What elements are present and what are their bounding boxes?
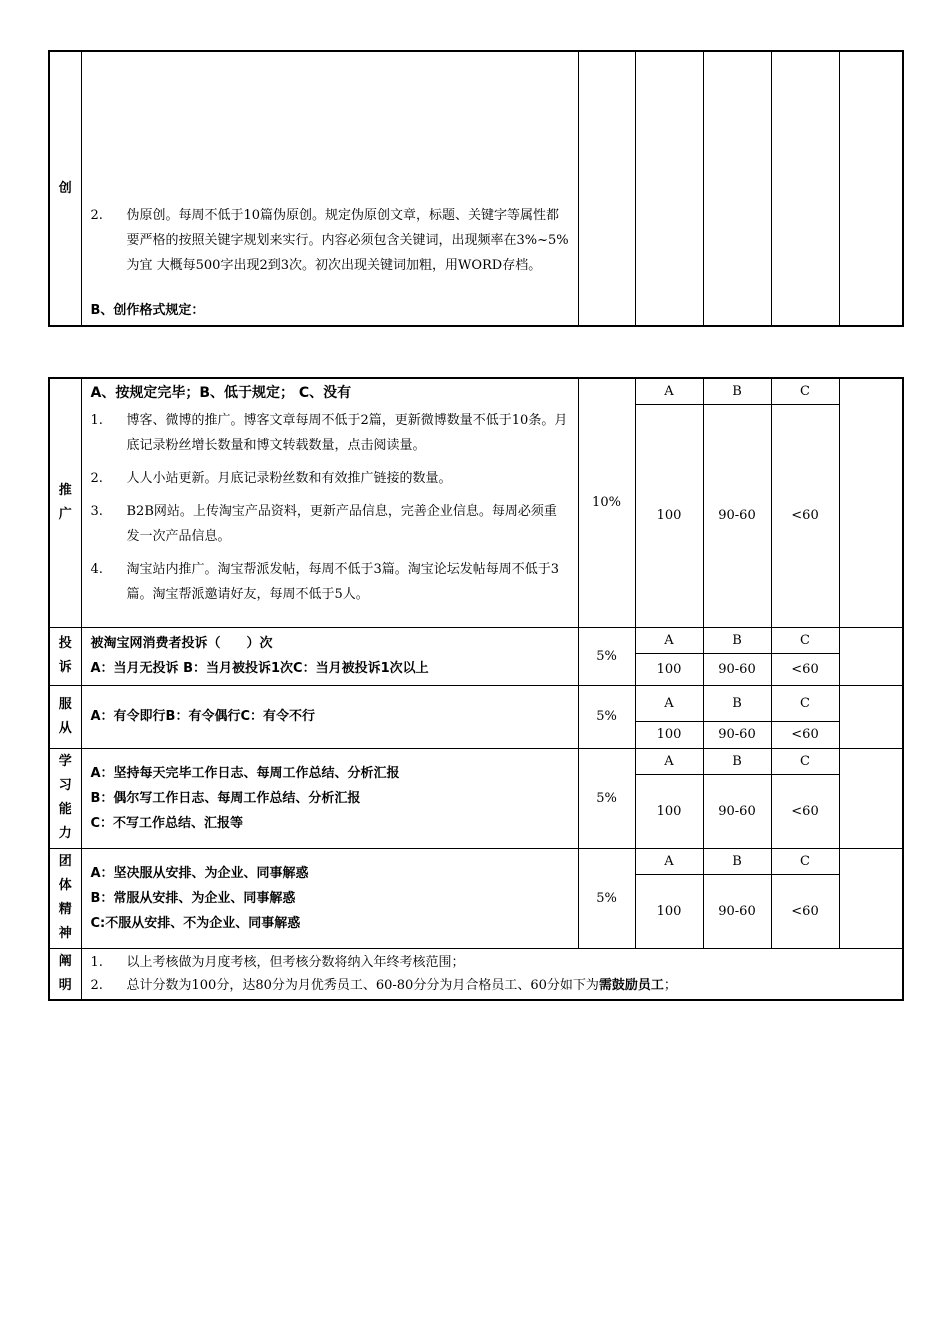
category-label: 推广 [58,482,72,522]
content-cell-complaint [81,627,578,685]
complaint-levels: A：当月无投诉 B：当月被投诉1次C：当月被投诉1次以上 [90,661,429,676]
learning-line-c: C：不写工作总结、汇报等 [90,815,244,831]
grade-label-c: C [771,848,839,874]
grade-label-c: C [771,378,839,404]
grade-label-b: B [703,748,771,774]
score-cell [839,627,903,685]
score-c: <60 [771,721,839,748]
grade-label-a: A [635,848,703,874]
score-cell [839,685,903,748]
note-emphasis: 需鼓励员工 [598,977,664,993]
category-label: 阐明 [58,953,72,993]
score-cell [839,748,903,848]
team-line-b: B：常服从安排、为企业、同事解惑 [90,890,296,906]
category-cell-obey [49,685,81,748]
score-c: <60 [771,774,839,848]
category-cell-learning [49,748,81,848]
category-label: 服从 [58,696,72,736]
notes-cell [81,948,903,1000]
grade-label-a: A [635,685,703,721]
learning-line-a: A：坚持每天完毕工作日志、每周工作总结、分析汇报 [90,765,400,781]
grade-label-a: A [635,627,703,653]
score-b: 90-60 [703,653,771,685]
grade-label-b: B [703,685,771,721]
grade-cell-c [771,51,839,326]
category-cell-notes [49,948,81,1000]
score-c: <60 [771,404,839,627]
weight-cell [578,51,635,326]
weight-cell: 5% [578,848,635,948]
grade-label-b: B [703,848,771,874]
grade-label-c: C [771,627,839,653]
weight-cell: 10% [578,378,635,627]
score-a: 100 [635,874,703,948]
grade-label-c: C [771,748,839,774]
score-a: 100 [635,721,703,748]
category-cell-complaint [49,627,81,685]
score-b: 90-60 [703,404,771,627]
category-label: 团体精神 [58,854,72,941]
score-b: 90-60 [703,874,771,948]
score-a: 100 [635,653,703,685]
learning-line-b: B：偶尔写工作日志、每周工作总结、分析汇报 [90,790,361,806]
team-line-a: A：坚决服从安排、为企业、同事解惑 [90,865,309,881]
content-cell-team [81,848,578,948]
weight-cell: 5% [578,685,635,748]
weight-cell: 5% [578,748,635,848]
category-label: 创 [58,180,72,196]
score-cell [839,378,903,627]
category-cell [49,51,81,326]
team-line-c: C:不服从安排、不为企业、同事解惑 [90,915,301,931]
content-cell-learning [81,748,578,848]
content-cell-promo [81,378,578,627]
score-b: 90-60 [703,721,771,748]
list-item: 2. 伪原创。每周不低于10篇伪原创。规定伪原创文章，标题、关键字等属性都要严格的按照关键字规划来实行。内容必须包含关键词，出现频率在3%~5%为宜 大概每500字出现2到3次。初次出现关键词加粗，用WORD存档。 [90,208,569,273]
list-item: 2. 人人小站更新。月底记录粉丝数和有效推广链接的数量。 [90,471,452,486]
category-cell-team [49,848,81,948]
score-cell [839,848,903,948]
obey-line: A：有令即行B：有令偶行C：有令不行 [90,709,316,724]
score-a: 100 [635,774,703,848]
category-label: 学习能力 [58,754,72,841]
note-item: 1. 以上考核做为月度考核，但考核分数将纳入年终考核范围； [90,954,465,970]
list-item: 4. 淘宝站内推广。淘宝帮派发帖，每周不低于3篇。淘宝论坛发帖每周不低于3篇。淘宝帮派邀请好友，每周不低于5人。 [90,562,560,602]
grade-label-c: C [771,685,839,721]
score-cell [839,51,903,326]
list-item: 1. 博客、微博的推广。博客文章每周不低于2篇，更新微博数量不低于10条。月底记录粉丝增长数量和博文转载数量，点击阅读量。 [90,413,568,453]
format-label: B、创作格式规定： [90,303,205,318]
grade-cell-b [703,51,771,326]
category-cell-promo [49,378,81,627]
score-a: 100 [635,404,703,627]
score-c: <60 [771,874,839,948]
grade-label-a: A [635,378,703,404]
grade-label-b: B [703,378,771,404]
weight-cell: 5% [578,627,635,685]
assessment-table-top [48,50,904,327]
score-c: <60 [771,653,839,685]
grade-label-a: A [635,748,703,774]
grade-label-b: B [703,627,771,653]
score-b: 90-60 [703,774,771,848]
category-label: 投诉 [58,636,72,675]
assessment-table-main [48,377,904,1001]
list-item: 3. B2B网站。上传淘宝产品资料，更新产品信息，完善企业信息。每周必须重发一次产品信息。 [90,504,557,544]
complaint-line: 被淘宝网消费者投诉（ ）次 [90,636,273,651]
promo-header: A、按规定完毕；B、低于规定； C、没有 [90,385,352,401]
note-item: 2. 总计分数为100分，达80分为月优秀员工、60-80分分为月合格员工、60分如下为需鼓励员工； [90,977,677,993]
content-cell [81,51,578,326]
grade-cell-a [635,51,703,326]
content-cell-obey [81,685,578,748]
